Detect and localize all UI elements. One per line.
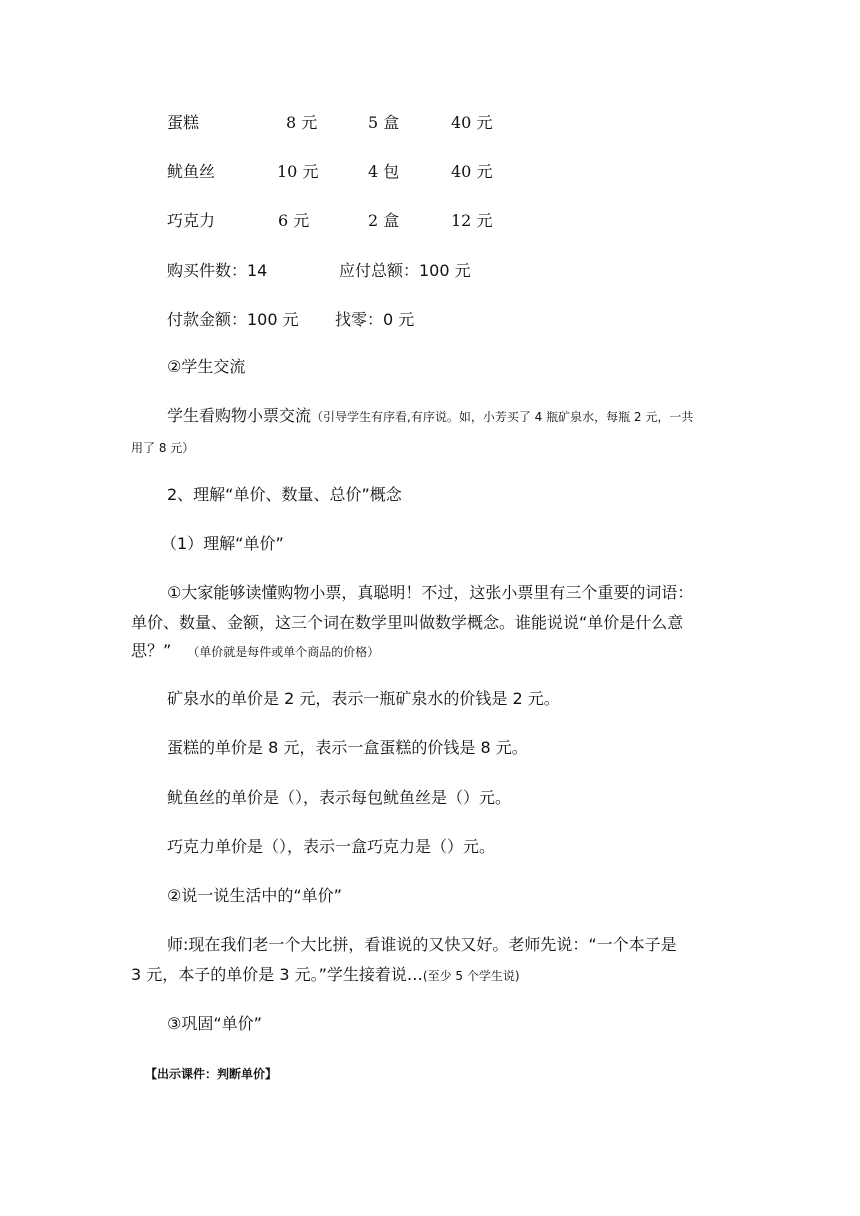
receipt-amount: 40 元 xyxy=(451,162,493,181)
teacher-line-text: 3 元，本子的单价是 3 元。”学生接着说… xyxy=(131,965,423,984)
receipt-row xyxy=(0,159,860,181)
example-cake: 蛋糕的单价是 8 元，表示一盒蛋糕的价钱是 8 元。 xyxy=(167,738,528,757)
receipt-qty: 5 盒 xyxy=(368,113,400,132)
consolidate-heading: ③巩固“单价” xyxy=(167,1014,262,1033)
receipt-discussion-note: （引导学生有序看,有序说。如，小芳买了 4 瓶矿泉水，每瓶 2 元，一共 xyxy=(311,410,694,424)
receipt-qty: 2 盒 xyxy=(368,211,400,230)
receipt-price: 8 元 xyxy=(286,113,318,132)
receipt-row xyxy=(0,110,860,132)
amount-paid: 付款金额：100 元 xyxy=(167,310,299,329)
receipt-amount: 40 元 xyxy=(451,113,493,132)
section-heading-concepts: 2、理解“单价、数量、总价”概念 xyxy=(167,485,402,504)
teacher-line: 师:现在我们老一个大比拼，看谁说的又快又好。老师先说：“一个本子是 xyxy=(167,935,677,954)
receipt-item: 巧克力 xyxy=(167,211,216,230)
student-exchange-heading: ②学生交流 xyxy=(167,357,246,376)
example-chocolate: 巧克力单价是（），表示一盒巧克力是（）元。 xyxy=(167,837,496,856)
receipt-row xyxy=(0,208,860,230)
receipt-discussion-line xyxy=(167,405,693,428)
receipt-payment-row xyxy=(0,307,860,329)
receipt-item: 鱿鱼丝 xyxy=(167,162,216,181)
teacher-line xyxy=(131,964,520,987)
purchase-count: 购买件数：14 xyxy=(167,261,268,280)
receipt-summary-row xyxy=(0,258,860,280)
receipt-discussion-note-cont: 用了 8 元） xyxy=(131,441,195,455)
teacher-line-note: (至少 5 个学生说) xyxy=(422,969,520,983)
paragraph-question: 思？” xyxy=(131,641,172,660)
receipt-price: 6 元 xyxy=(278,211,310,230)
subheading-unit-price: （1）理解“单价” xyxy=(161,534,284,553)
example-water: 矿泉水的单价是 2 元，表示一瓶矿泉水的价钱是 2 元。 xyxy=(167,689,560,708)
receipt-amount: 12 元 xyxy=(451,211,493,230)
courseware-note: 【出示课件：判断单价】 xyxy=(145,1067,278,1081)
life-unit-price-heading: ②说一说生活中的“单价” xyxy=(167,886,342,905)
paragraph-line: ①大家能够读懂购物小票，真聪明！不过，这张小票里有三个重要的词语： xyxy=(167,583,694,602)
paragraph-line xyxy=(131,640,379,663)
receipt-qty: 4 包 xyxy=(368,162,400,181)
example-squid: 鱿鱼丝的单价是（），表示每包鱿鱼丝是（）元。 xyxy=(167,788,512,807)
amount-due: 应付总额：100 元 xyxy=(339,261,471,280)
change-given: 找零：0 元 xyxy=(335,310,415,329)
receipt-item: 蛋糕 xyxy=(167,113,200,132)
paragraph-answer-note: （单价就是每件或单个商品的价格） xyxy=(187,645,380,659)
paragraph-line: 单价、数量、金额，这三个词在数学里叫做数学概念。谁能说说“单价是什么意 xyxy=(131,613,684,632)
receipt-discussion-text: 学生看购物小票交流 xyxy=(167,406,312,425)
receipt-price: 10 元 xyxy=(277,162,319,181)
